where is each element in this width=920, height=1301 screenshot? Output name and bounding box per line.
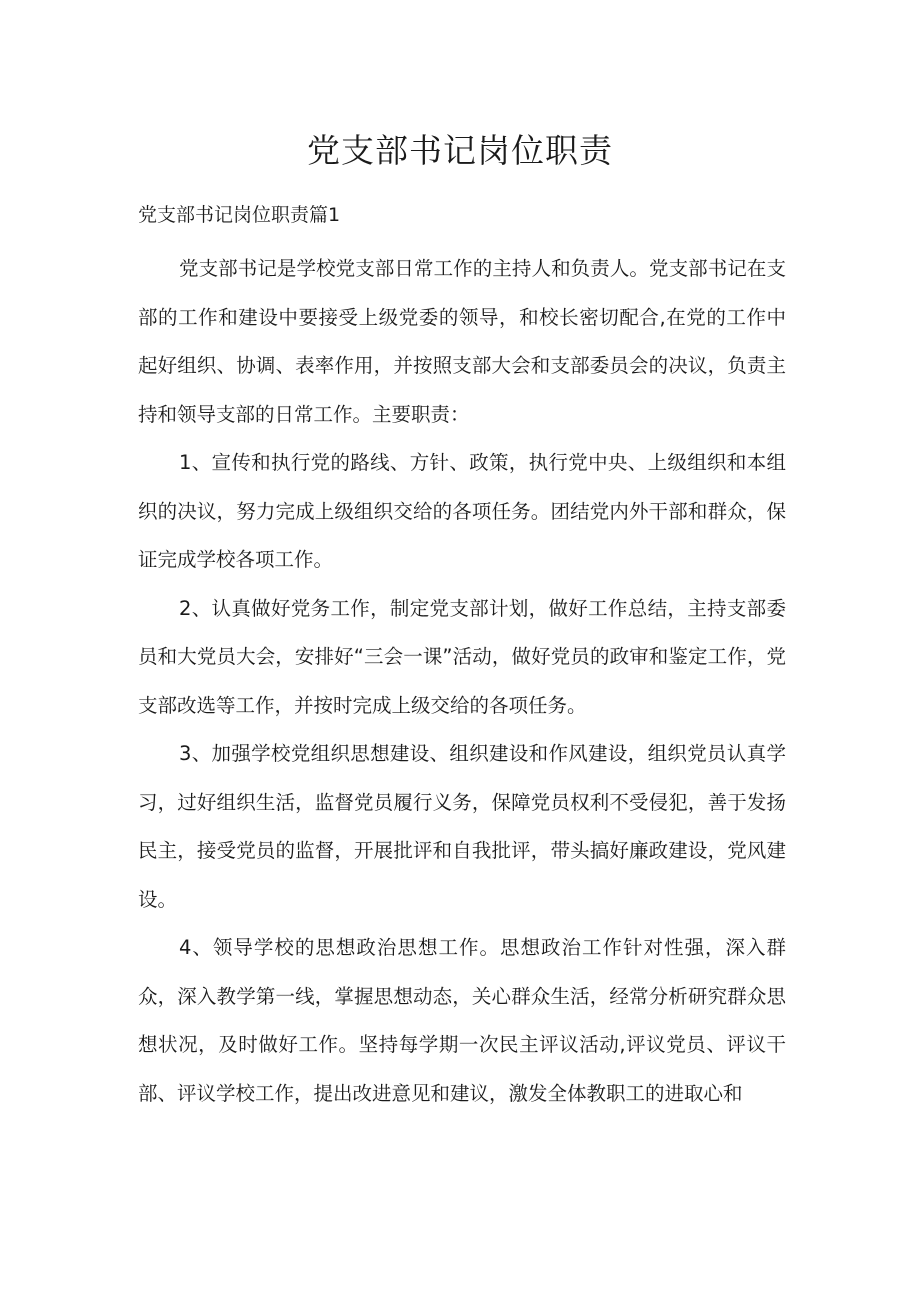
document-subtitle: 党支部书记岗位职责篇1 xyxy=(138,204,341,226)
paragraph-duty-3: 3、加强学校党组织思想建设、组织建设和作风建设，组织党员认真学习，过好组织生活，监督党员履行义务，保障党员权利不受侵犯，善于发扬民主，接受党员的监督，开展批评和自我批评，带头搞好廉政建设，党风建设。 xyxy=(138,742,786,911)
paragraph-intro: 党支部书记是学校党支部日常工作的主持人和负责人。党支部书记在支部的工作和建设中要接受上级党委的领导，和校长密切配合,在党的工作中起好组织、协调、表率作用，并按照支部大会和支部委员会的决议，负责主持和领导支部的日常工作。主要职责： xyxy=(138,257,786,426)
paragraph-duty-4: 4、领导学校的思想政治思想工作。思想政治工作针对性强，深入群众，深入教学第一线，掌握思想动态，关心群众生活，经常分析研究群众思想状况，及时做好工作。坚持每学期一次民主评议活动,评议党员、评议干部、评议学校工作，提出改进意见和建议，激发全体教职工的进取心和 xyxy=(138,936,786,1105)
document-title: 党支部书记岗位职责 xyxy=(307,131,613,170)
paragraph-duty-1: 1、宣传和执行党的路线、方针、政策，执行党中央、上级组织和本组织的决议，努力完成上级组织交给的各项任务。团结党内外干部和群众，保证完成学校各项工作。 xyxy=(138,451,786,571)
paragraph-duty-2: 2、认真做好党务工作，制定党支部计划，做好工作总结，主持支部委员和大党员大会，安排好“三会一课”活动，做好党员的政审和鉴定工作，党支部改选等工作，并按时完成上级交给的各项任务。 xyxy=(138,596,786,717)
document-body xyxy=(138,245,786,1118)
